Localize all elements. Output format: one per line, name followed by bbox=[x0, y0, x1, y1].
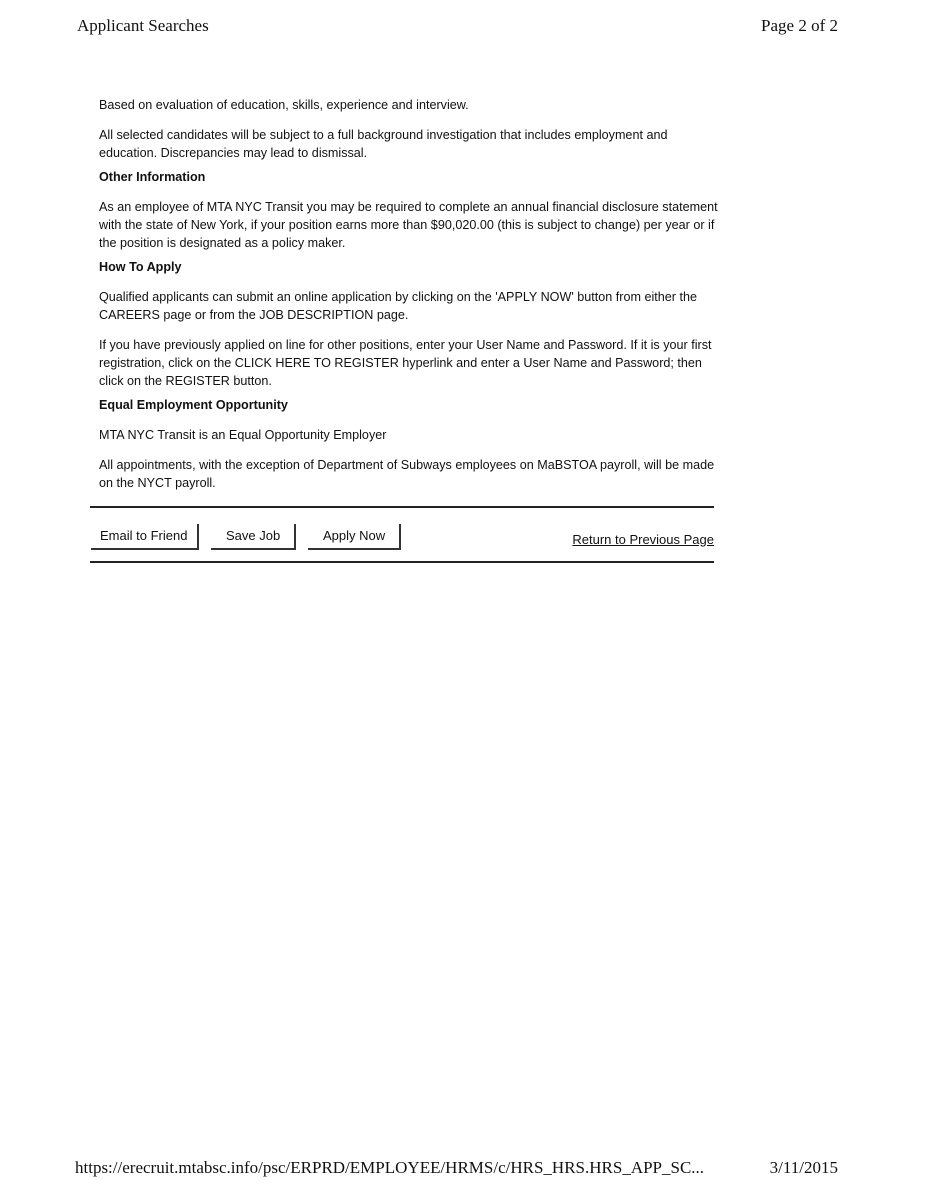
page-number: Page 2 of 2 bbox=[761, 16, 838, 35]
page-title: Applicant Searches bbox=[77, 16, 209, 35]
how-to-apply-heading: How To Apply bbox=[99, 260, 182, 274]
save-job-button[interactable]: Save Job bbox=[211, 524, 296, 550]
how-to-apply-text: Qualified applicants can submit an online application by clicking on the 'APPLY NOW' button from either the CAREERS page or from the JOB DESCRIPTION page. bbox=[99, 290, 697, 322]
action-bar bbox=[91, 524, 714, 554]
page-url: https://erecruit.mtabsc.info/psc/ERPRD/EMPLOYEE/HRMS/c/HRS_HRS.HRS_APP_SC... bbox=[75, 1158, 705, 1177]
selection-criteria-text: Based on evaluation of education, skills, experience and interview. bbox=[99, 98, 469, 112]
print-header bbox=[77, 16, 838, 40]
equal-opportunity-text: MTA NYC Transit is an Equal Opportunity Employer bbox=[99, 428, 387, 442]
divider-top bbox=[90, 506, 714, 508]
print-footer bbox=[75, 1158, 838, 1178]
registration-instructions-text: If you have previously applied on line for other positions, enter your User Name and Password. If it is your first registration, click on the CLICK HERE TO REGISTER hyperlink and enter a User Name and Password; then click on the REGISTER button. bbox=[99, 338, 712, 388]
job-description-body bbox=[99, 96, 719, 504]
equal-employment-heading: Equal Employment Opportunity bbox=[99, 398, 288, 412]
divider-bottom bbox=[90, 561, 714, 563]
payroll-text: All appointments, with the exception of Department of Subways employees on MaBSTOA payroll, will be made on the NYCT payroll. bbox=[99, 458, 715, 490]
other-information-text: As an employee of MTA NYC Transit you may be required to complete an annual financial disclosure statement with the state of New York, if your position earns more than $90,020.00 (this is subject to change) per year or if the position is designated as a policy maker. bbox=[99, 200, 718, 250]
background-check-text: All selected candidates will be subject to a full background investigation that includes employment and education. Discrepancies may lead to dismissal. bbox=[99, 128, 668, 160]
return-to-previous-page-link[interactable]: Return to Previous Page bbox=[572, 532, 714, 547]
other-information-heading: Other Information bbox=[99, 170, 206, 184]
apply-now-button[interactable]: Apply Now bbox=[308, 524, 401, 550]
print-date: 3/11/2015 bbox=[769, 1158, 838, 1177]
email-to-friend-button[interactable]: Email to Friend bbox=[91, 524, 199, 550]
